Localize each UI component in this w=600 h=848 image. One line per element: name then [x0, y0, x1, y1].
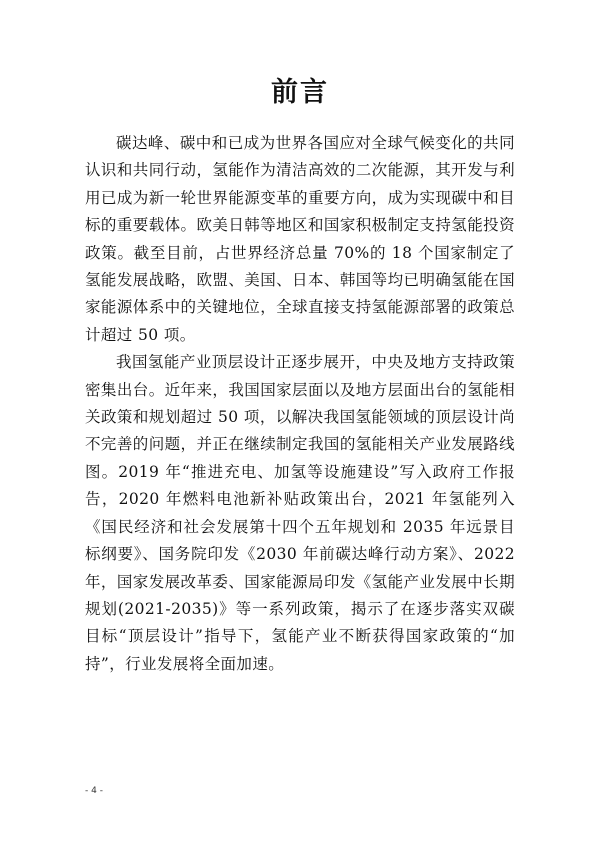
document-body — [85, 130, 515, 678]
page-title: 前言 — [271, 77, 329, 108]
paragraph-national-policy: 我国氢能产业顶层设计正逐步展开，中央及地方支持政策密集出台。近年来，我国国家层面以及地方层面出台的氢能相关政策和规划超过 50 项，以解决我国氢能领域的顶层设计尚不完善的问题，并正在继续制定我国的氢能相关产业发展路线图。2019 年“推进充电、加氢等设施建设”写入政府工作报告，2020 年燃料电池新补贴政策出台，2021 年氢能列入《国民经济和社会发展第十四个五年规划和 2035 年远景目标纲要》、国务院印发《2030 年前碳达峰行动方案》、2022 年，国家发展改革委、国家能源局印发《氢能产业发展中长期规划(2021-2035)》等一系列政策，揭示了在逐步落实双碳目标“顶层设计”指导下，氢能产业不断获得国家政策的“加持”，行业发展将全面加速。 — [85, 353, 515, 673]
page-number: - 4 - — [85, 786, 103, 796]
paragraph-carbon-neutrality: 碳达峰、碳中和已成为世界各国应对全球气候变化的共同认识和共同行动，氢能作为清洁高效的二次能源，其开发与利用已成为新一轮世界能源变革的重要方向，成为实现碳中和目标的重要载体。欧美日韩等地区和国家积极制定支持氢能投资政策。截至目前，占世界经济总量 70%的 18 个国家制定了氢能发展战略，欧盟、美国、日本、韩国等均已明确氢能在国家能源体系中的关键地位，全球直接支持氢能源部署的政策总计超过 50 项。 — [85, 134, 515, 344]
